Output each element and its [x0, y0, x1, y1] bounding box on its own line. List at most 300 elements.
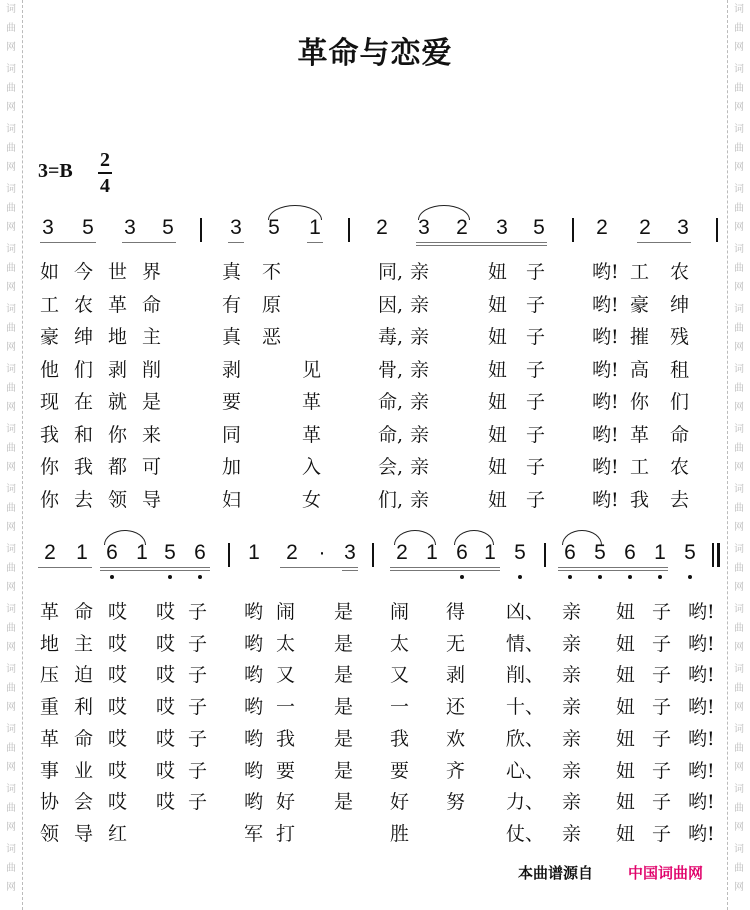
lyric-char: 们, [378, 488, 404, 511]
watermark-char: 网 [734, 702, 744, 713]
note: 6 [564, 541, 576, 564]
lyric-char: 要 [276, 759, 296, 782]
watermark-char: 词 [6, 244, 16, 255]
lyric-char: 哟! [688, 664, 715, 687]
barline [544, 543, 546, 567]
final-barline [717, 543, 720, 567]
low-octave-dot [198, 575, 202, 579]
low-octave-dot [518, 575, 522, 579]
lyric-char: 哟 [244, 601, 264, 623]
watermark [4, 240, 18, 297]
lyric-char: 亲 [410, 391, 430, 413]
lyric-char: 子 [652, 696, 672, 719]
lyric-char: 哟! [688, 791, 715, 814]
watermark-char: 词 [6, 424, 16, 435]
watermark [4, 480, 18, 537]
lyric-char: 妞 [488, 391, 508, 413]
right-dashed-border [727, 0, 728, 910]
lyric-char: 亲 [410, 456, 430, 478]
watermark-char: 词 [6, 844, 16, 855]
beam-underline [280, 567, 358, 568]
watermark [732, 0, 746, 57]
lyric-char: 太 [390, 632, 410, 655]
lyric-char: 削 [142, 358, 162, 381]
note: 1 [426, 541, 438, 564]
lyric-char: 豪 [630, 293, 650, 316]
lyric-char: 恶 [262, 326, 282, 348]
lyric-char: 太 [276, 632, 296, 655]
slur-arc [268, 205, 322, 220]
slur-arc [104, 530, 146, 545]
lyric-char: 是 [334, 696, 354, 719]
watermark-char: 网 [734, 42, 744, 53]
lyric-char: 子 [526, 423, 546, 446]
lyric-char: 真 [222, 261, 242, 283]
lyric-char: 革 [40, 727, 60, 750]
lyric-char: 现 [40, 391, 60, 413]
lyric-char: 子 [526, 456, 546, 478]
lyric-char: 要 [390, 759, 410, 782]
watermark-char: 词 [734, 544, 744, 555]
lyric-char: 妞 [488, 293, 508, 316]
lyric-char: 如 [40, 261, 60, 283]
lyric-char: 剥 [108, 358, 128, 381]
lyric-char: 情、 [506, 632, 545, 655]
beam-underline [558, 570, 668, 571]
lyric-char: 我 [74, 456, 94, 478]
lyric-char: 命 [142, 293, 162, 316]
lyric-char: 领 [40, 822, 60, 845]
watermark-char: 曲 [734, 203, 744, 214]
watermark-char: 曲 [6, 263, 16, 274]
watermark-char: 词 [6, 604, 16, 615]
watermark-char: 曲 [6, 23, 16, 34]
lyric-char: 子 [526, 391, 546, 413]
watermark-char: 词 [734, 724, 744, 735]
lyric-char: 子 [188, 759, 208, 782]
site-name-link[interactable]: 中国词曲网 [628, 864, 704, 882]
beam-underline [122, 242, 176, 243]
lyric-char: 同, [378, 261, 404, 283]
watermark-char: 词 [6, 724, 16, 735]
note: 1 [76, 541, 88, 564]
note: 1 [136, 541, 148, 564]
note: 3 [124, 216, 136, 239]
lyric-char: 导 [74, 822, 94, 845]
lyric-char: 妞 [488, 326, 508, 348]
lyric-char: 哎 [156, 791, 176, 814]
lyric-char: 妞 [616, 822, 636, 845]
lyric-char: 哟 [244, 759, 264, 782]
watermark-char: 曲 [6, 503, 16, 514]
lyric-char: 哎 [108, 759, 128, 782]
note: 6 [194, 541, 206, 564]
beam-underline [38, 567, 92, 568]
lyric-char: 工 [40, 293, 60, 316]
lyric-char: 农 [670, 261, 690, 283]
watermark-char: 网 [6, 522, 16, 533]
note: 1 [484, 541, 496, 564]
lyric-char: 亲 [562, 664, 582, 687]
lyric-char: 子 [526, 261, 546, 283]
lyric-char: 事 [40, 759, 60, 782]
watermark-char: 曲 [734, 23, 744, 34]
lyric-char: 你 [108, 423, 128, 446]
watermark-char: 曲 [6, 803, 16, 814]
left-dashed-border [22, 0, 23, 910]
note: 6 [456, 541, 468, 564]
watermark-char: 网 [734, 342, 744, 353]
watermark [732, 480, 746, 537]
lyric-char: 利 [74, 696, 94, 719]
watermark-char: 词 [734, 244, 744, 255]
lyric-char: 打 [276, 822, 296, 845]
lyric-char: 子 [188, 791, 208, 814]
lyric-char: 迫 [74, 664, 94, 687]
slur-arc [562, 530, 602, 545]
final-barline [712, 543, 714, 567]
note: 3 [42, 216, 54, 239]
lyric-char: 哎 [156, 632, 176, 655]
note: 6 [106, 541, 118, 564]
lyric-char: 骨, [378, 358, 404, 381]
lyric-char: 主 [74, 632, 94, 655]
lyric-char: 亲 [562, 727, 582, 750]
lyric-char: 力、 [506, 791, 545, 814]
lyric-char: 主 [142, 326, 162, 348]
lyric-char: 革 [40, 601, 60, 623]
lyric-char: 都 [108, 456, 128, 478]
watermark-char: 曲 [6, 143, 16, 154]
watermark [4, 540, 18, 597]
watermark-char: 网 [6, 222, 16, 233]
beam-underline [228, 242, 244, 243]
lyric-char: 他 [40, 358, 60, 381]
watermark [732, 360, 746, 417]
lyric-char: 哟 [244, 791, 264, 814]
note: 5 [533, 216, 545, 239]
watermark [732, 600, 746, 657]
note: 2 [376, 216, 388, 239]
low-octave-dot [658, 575, 662, 579]
lyric-char: 亲 [562, 696, 582, 719]
watermark-char: 网 [734, 162, 744, 173]
watermark-char: 网 [734, 762, 744, 773]
lyric-char: 子 [526, 293, 546, 316]
lyric-char: 哟! [688, 632, 715, 655]
slur-arc [454, 530, 494, 545]
lyric-char: 地 [108, 326, 128, 348]
watermark-char: 网 [734, 582, 744, 593]
barline [228, 543, 230, 567]
lyric-char: 闹 [276, 601, 296, 623]
lyric-char: 命 [74, 727, 94, 750]
key-signature: 3=B [38, 160, 73, 182]
lyric-char: 一 [390, 696, 410, 719]
note: 1 [248, 541, 260, 564]
lyric-char: 哟! [592, 358, 619, 381]
note: 1 [654, 541, 666, 564]
lyric-char: 子 [652, 791, 672, 814]
lyric-char: 在 [74, 391, 94, 413]
barline [716, 218, 718, 242]
watermark-char: 曲 [6, 683, 16, 694]
lyric-char: 欢 [446, 727, 466, 750]
watermark-char: 曲 [6, 623, 16, 634]
lyric-char: 是 [334, 632, 354, 655]
lyric-char: 我 [630, 488, 650, 511]
note: 5 [684, 541, 696, 564]
lyric-char: 红 [108, 822, 128, 845]
watermark-char: 词 [734, 4, 744, 15]
lyric-char: 子 [652, 822, 672, 845]
watermark-char: 网 [734, 462, 744, 473]
lyric-char: 高 [630, 358, 650, 381]
watermark-char: 词 [734, 844, 744, 855]
watermark-char: 曲 [6, 323, 16, 334]
lyric-char: 协 [40, 791, 60, 814]
watermark [732, 180, 746, 237]
lyric-char: 欣、 [506, 727, 545, 750]
watermark [4, 120, 18, 177]
lyric-char: 妞 [488, 456, 508, 478]
watermark-char: 曲 [6, 743, 16, 754]
watermark-char: 词 [6, 184, 16, 195]
lyric-char: 摧 [630, 326, 650, 348]
note: 3 [496, 216, 508, 239]
low-octave-dot [688, 575, 692, 579]
note: 2 [596, 216, 608, 239]
lyric-char: 哟! [592, 456, 619, 478]
watermark-char: 词 [734, 664, 744, 675]
lyric-char: 哟! [688, 822, 715, 845]
lyric-char: 得 [446, 601, 466, 623]
watermark-char: 曲 [734, 563, 744, 574]
lyric-char: 又 [276, 664, 296, 687]
watermark [4, 420, 18, 477]
lyric-char: 是 [334, 791, 354, 814]
watermark-char: 网 [6, 282, 16, 293]
lyric-char: 要 [222, 391, 242, 413]
watermark [732, 300, 746, 357]
watermark-char: 词 [734, 484, 744, 495]
watermark [4, 300, 18, 357]
lyric-char: 界 [142, 261, 162, 283]
watermark-char: 网 [734, 282, 744, 293]
watermark-char: 网 [6, 642, 16, 653]
lyric-char: 子 [652, 759, 672, 782]
watermark-char: 词 [6, 784, 16, 795]
watermark-char: 词 [6, 304, 16, 315]
lyric-char: 剥 [446, 664, 466, 687]
watermark-char: 曲 [734, 503, 744, 514]
low-octave-dot [598, 575, 602, 579]
lyric-char: 子 [526, 358, 546, 381]
watermark-char: 网 [734, 822, 744, 833]
lyric-char: 你 [40, 456, 60, 478]
watermark [4, 360, 18, 417]
watermark-char: 曲 [734, 443, 744, 454]
watermark-char: 词 [734, 304, 744, 315]
lyric-char: 子 [526, 326, 546, 348]
lyric-char: 哎 [108, 664, 128, 687]
note: 3 [344, 541, 356, 564]
lyric-char: 命 [74, 601, 94, 623]
watermark-char: 词 [734, 184, 744, 195]
lyric-char: 豪 [40, 326, 60, 348]
lyric-char: 哟! [592, 423, 619, 446]
watermark [4, 180, 18, 237]
lyric-char: 亲 [562, 759, 582, 782]
time-bottom: 4 [98, 172, 112, 198]
lyric-char: 们 [74, 358, 94, 381]
lyric-char: 子 [188, 632, 208, 655]
watermark-char: 曲 [734, 323, 744, 334]
lyric-char: 们 [670, 391, 690, 413]
watermark-char: 网 [6, 402, 16, 413]
lyric-char: 我 [390, 727, 410, 750]
lyric-char: 哎 [108, 696, 128, 719]
beam-underline [100, 567, 210, 568]
lyric-char: 哟! [592, 391, 619, 413]
watermark [732, 840, 746, 897]
barline [572, 218, 574, 242]
lyric-char: 哟! [688, 759, 715, 782]
lyric-char: 哟! [688, 727, 715, 750]
lyric-char: 子 [652, 664, 672, 687]
watermark-char: 网 [734, 642, 744, 653]
low-octave-dot [460, 575, 464, 579]
beam-underline [100, 570, 210, 571]
lyric-char: 妞 [616, 727, 636, 750]
lyric-char: 原 [262, 293, 282, 316]
note: 5 [514, 541, 526, 564]
note: 5 [594, 541, 606, 564]
watermark-char: 曲 [734, 383, 744, 394]
lyric-char: 哎 [156, 664, 176, 687]
lyric-char: 革 [302, 391, 322, 413]
note: 3 [677, 216, 689, 239]
lyric-char: 哟! [592, 293, 619, 316]
lyric-char: 妇 [222, 488, 242, 511]
lyric-char: 努 [446, 791, 466, 814]
lyric-char: 毒, [378, 326, 404, 348]
lyric-char: 哟 [244, 664, 264, 687]
source-label: 本曲谱源自 [518, 864, 594, 882]
note: 5 [164, 541, 176, 564]
watermark-char: 词 [6, 364, 16, 375]
note: 6 [624, 541, 636, 564]
watermark-char: 网 [734, 402, 744, 413]
lyric-char: 哎 [108, 601, 128, 623]
lyric-char: 哟 [244, 696, 264, 719]
lyric-char: 哟 [244, 727, 264, 750]
lyric-char: 命, [378, 423, 404, 446]
lyric-char: 我 [40, 423, 60, 446]
note: 5 [162, 216, 174, 239]
note: 2 [396, 541, 408, 564]
watermark-char: 词 [734, 784, 744, 795]
lyric-char: 命, [378, 391, 404, 413]
lyric-char: 亲 [410, 423, 430, 446]
lyric-char: 亲 [410, 358, 430, 381]
watermark [4, 780, 18, 837]
note: 2 [639, 216, 651, 239]
watermark-char: 曲 [6, 203, 16, 214]
lyric-char: 有 [222, 293, 242, 316]
watermark-char: 网 [734, 222, 744, 233]
lyric-char: 仗、 [506, 822, 545, 845]
lyric-char: 见 [302, 358, 322, 381]
note: · [318, 541, 326, 564]
lyric-char: 入 [302, 456, 322, 478]
lyric-char: 我 [276, 727, 296, 750]
note: 5 [82, 216, 94, 239]
watermark-char: 网 [6, 342, 16, 353]
lyric-char: 同 [222, 423, 242, 446]
lyric-char: 哟! [592, 488, 619, 511]
lyric-char: 齐 [446, 759, 466, 782]
watermark [732, 240, 746, 297]
lyric-char: 无 [446, 632, 466, 655]
lyric-char: 凶、 [506, 601, 545, 623]
watermark-char: 网 [6, 762, 16, 773]
note: 3 [230, 216, 242, 239]
lyric-char: 革 [630, 423, 650, 446]
watermark [732, 120, 746, 177]
watermark-char: 曲 [734, 863, 744, 874]
lyric-char: 妞 [488, 358, 508, 381]
lyric-char: 女 [302, 488, 322, 511]
watermark [732, 720, 746, 777]
lyric-char: 会, [378, 456, 404, 478]
lyric-char: 子 [652, 632, 672, 655]
lyric-char: 一 [276, 696, 296, 719]
beam-underline [416, 242, 547, 243]
beam-underline [307, 242, 323, 243]
lyric-char: 地 [40, 632, 60, 655]
lyric-char: 是 [334, 759, 354, 782]
lyric-char: 哟! [688, 696, 715, 719]
slur-arc [394, 530, 436, 545]
watermark [4, 840, 18, 897]
lyric-char: 哎 [108, 791, 128, 814]
lyric-char: 闹 [390, 601, 410, 623]
lyric-char: 绅 [670, 293, 690, 316]
lyric-char: 妞 [616, 632, 636, 655]
beam-underline [390, 567, 500, 568]
lyric-char: 又 [390, 664, 410, 687]
note: 2 [44, 541, 56, 564]
watermark-char: 网 [734, 102, 744, 113]
lyric-char: 去 [670, 488, 690, 511]
watermark-char: 曲 [6, 383, 16, 394]
low-octave-dot [628, 575, 632, 579]
watermark-char: 词 [734, 64, 744, 75]
watermark-char: 词 [734, 364, 744, 375]
lyric-char: 哎 [156, 696, 176, 719]
watermark-char: 词 [734, 424, 744, 435]
watermark [732, 420, 746, 477]
lyric-char: 妞 [616, 759, 636, 782]
watermark-char: 曲 [6, 83, 16, 94]
lyric-char: 农 [74, 293, 94, 316]
lyric-char: 子 [188, 601, 208, 623]
lyric-char: 加 [222, 456, 242, 478]
lyric-char: 哎 [156, 727, 176, 750]
lyric-char: 十、 [506, 696, 545, 719]
low-octave-dot [568, 575, 572, 579]
